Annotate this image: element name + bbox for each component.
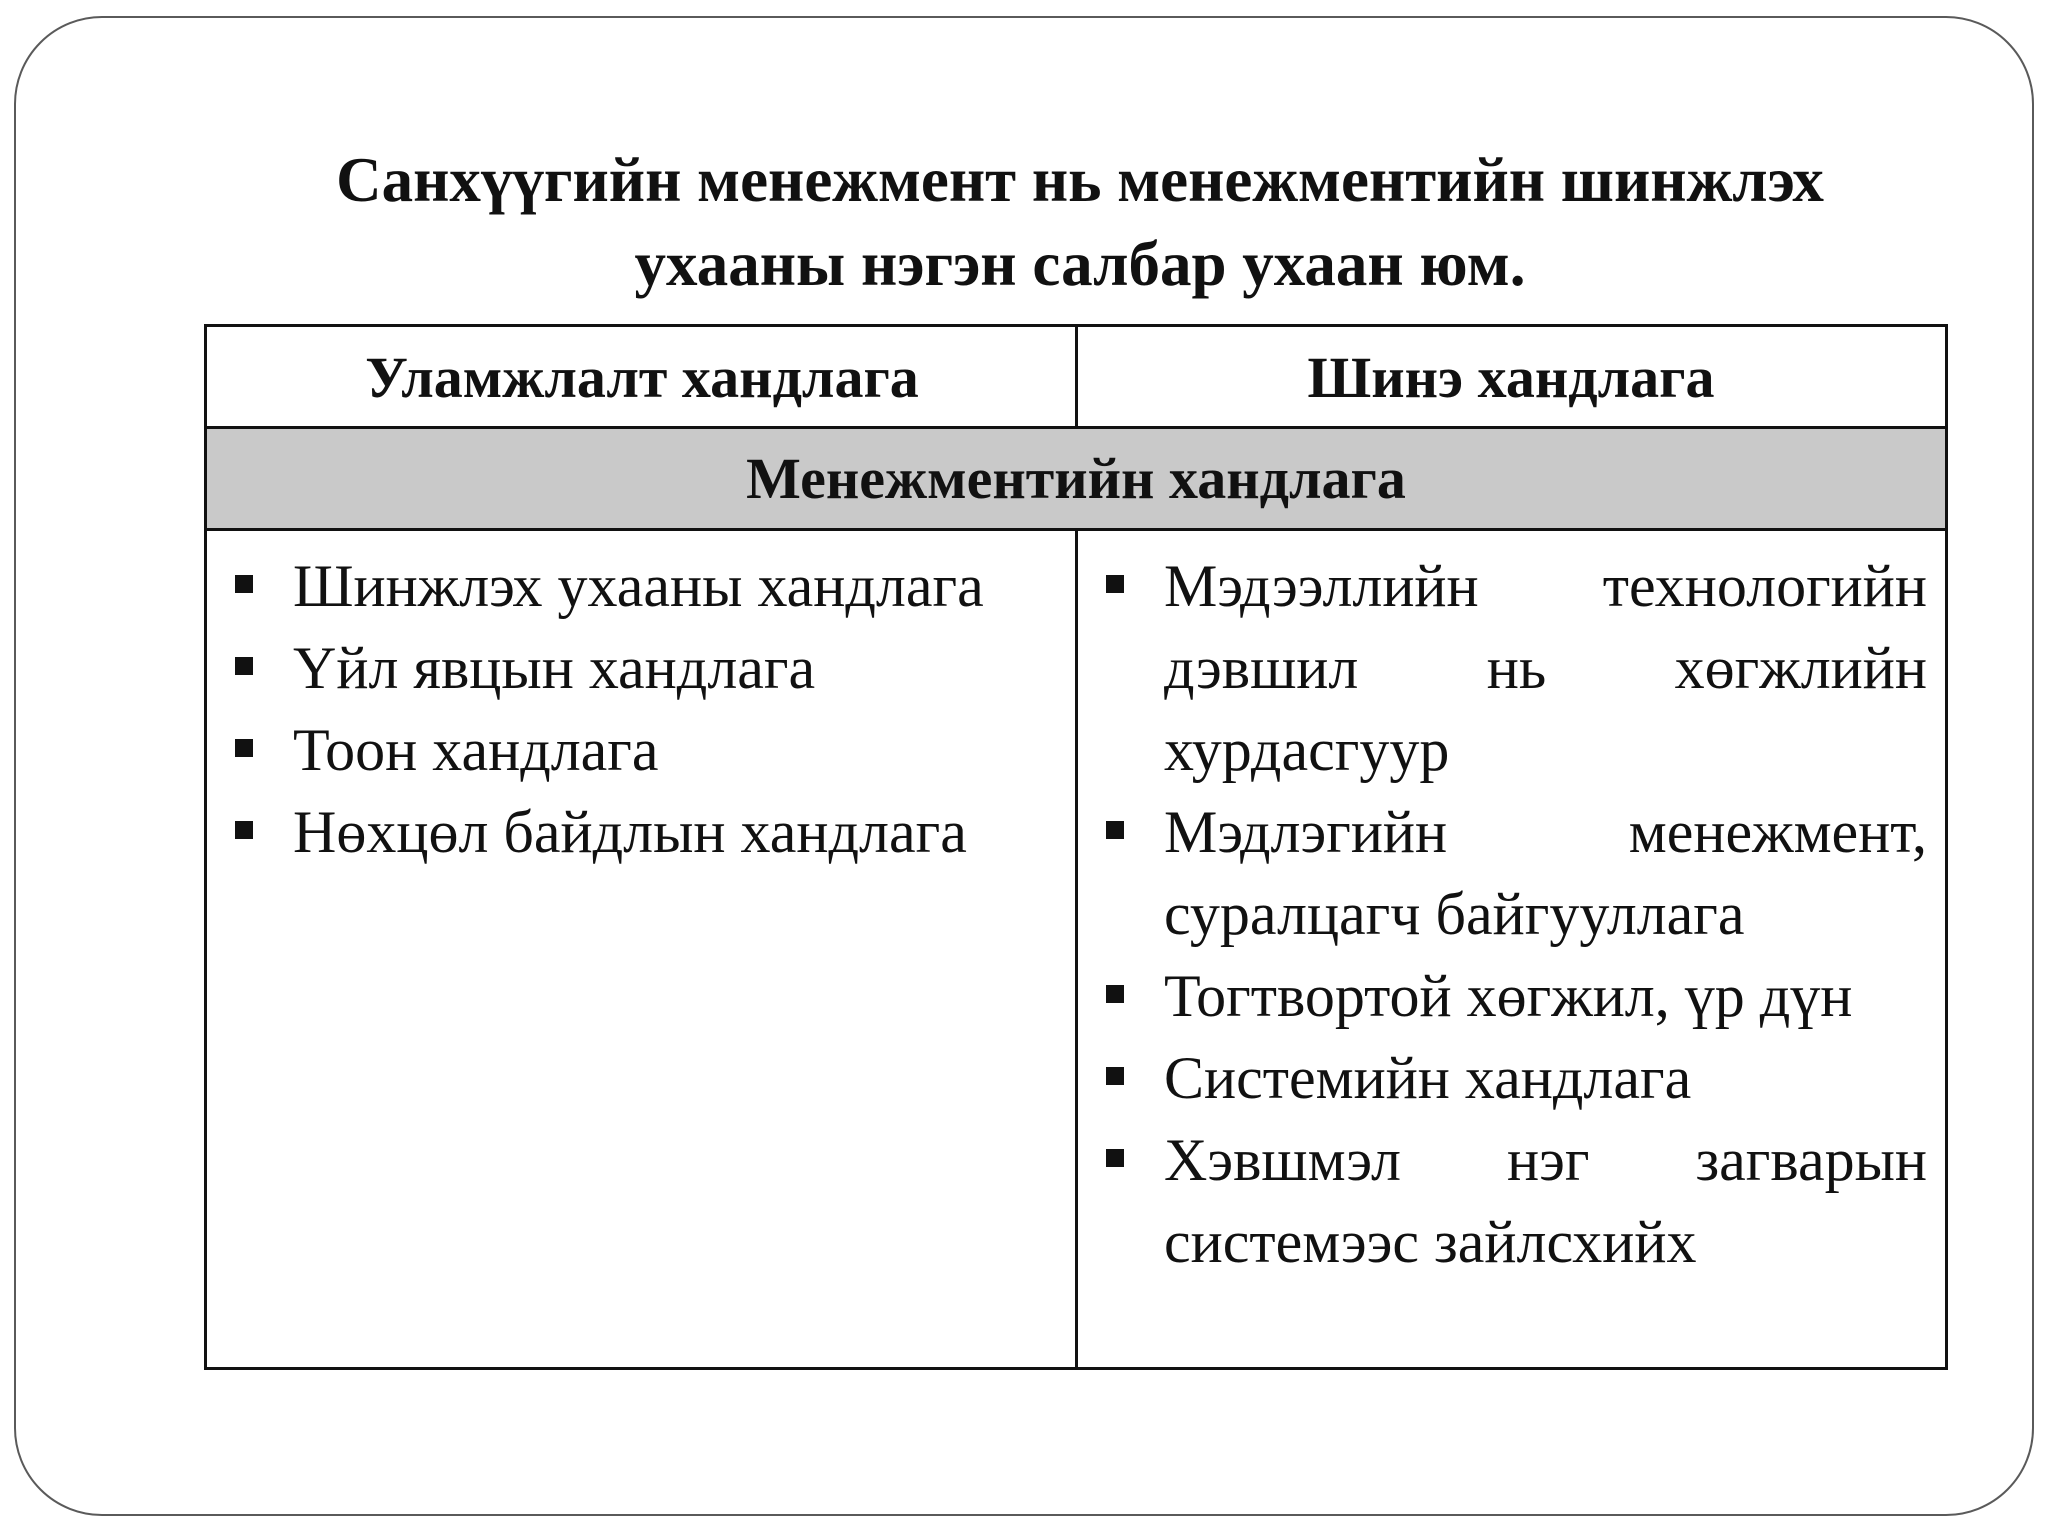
list-item	[231, 627, 1055, 709]
square-bullet-icon	[235, 739, 253, 757]
square-bullet-icon	[1106, 575, 1124, 593]
new-approach-list	[1102, 545, 1927, 1283]
list-item	[1102, 1119, 1927, 1283]
header-new-approach: Шинэ хандлага	[1307, 345, 1715, 410]
list-item	[231, 709, 1055, 791]
list-item	[231, 791, 1055, 873]
list-item-text: Хэвшмэл нэг загварын системээс зайлсхийх	[1164, 1127, 1927, 1275]
list-item-text: Мэдээллийн технологийн дэвшил нь хөгжлийн хурдасгуур	[1164, 553, 1927, 783]
list-item-text: Нөхцөл байдлын хандлага	[293, 799, 967, 865]
slide-title	[200, 138, 1960, 306]
square-bullet-icon	[1106, 1067, 1124, 1085]
column-divider	[1075, 327, 1078, 429]
list-item	[1102, 791, 1927, 955]
traditional-approach-list	[231, 545, 1055, 873]
list-item	[231, 545, 1055, 627]
management-approach-row: Менежментийн хандлага	[207, 429, 1945, 531]
new-approach-cell	[1078, 531, 1945, 1367]
square-bullet-icon	[235, 821, 253, 839]
square-bullet-icon	[1106, 985, 1124, 1003]
list-item-text: Үйл явцын хандлага	[293, 635, 816, 701]
list-item-text: Системийн хандлага	[1164, 1045, 1692, 1111]
traditional-approach-cell	[207, 531, 1075, 1367]
comparison-table	[204, 324, 1948, 1370]
header-traditional-approach: Уламжлалт хандлага	[365, 345, 919, 410]
square-bullet-icon	[1106, 1149, 1124, 1167]
list-item-text: Шинжлэх ухааны хандлага	[293, 553, 984, 619]
list-item-text: Мэдлэгийн менежмент, суралцагч байгууллага	[1164, 799, 1927, 947]
square-bullet-icon	[235, 575, 253, 593]
list-item-text: Тоон хандлага	[293, 717, 659, 783]
list-item	[1102, 1037, 1927, 1119]
square-bullet-icon	[235, 657, 253, 675]
list-item-text: Тогтвортой хөгжил, үр дүн	[1164, 963, 1853, 1029]
slide-title-line-1: Санхүүгийн менежмент нь менежментийн шинжлэх	[336, 145, 1824, 215]
square-bullet-icon	[1106, 821, 1124, 839]
slide-title-line-2: ухааны нэгэн салбар ухаан юм.	[634, 229, 1526, 299]
list-item	[1102, 955, 1927, 1037]
list-item	[1102, 545, 1927, 791]
